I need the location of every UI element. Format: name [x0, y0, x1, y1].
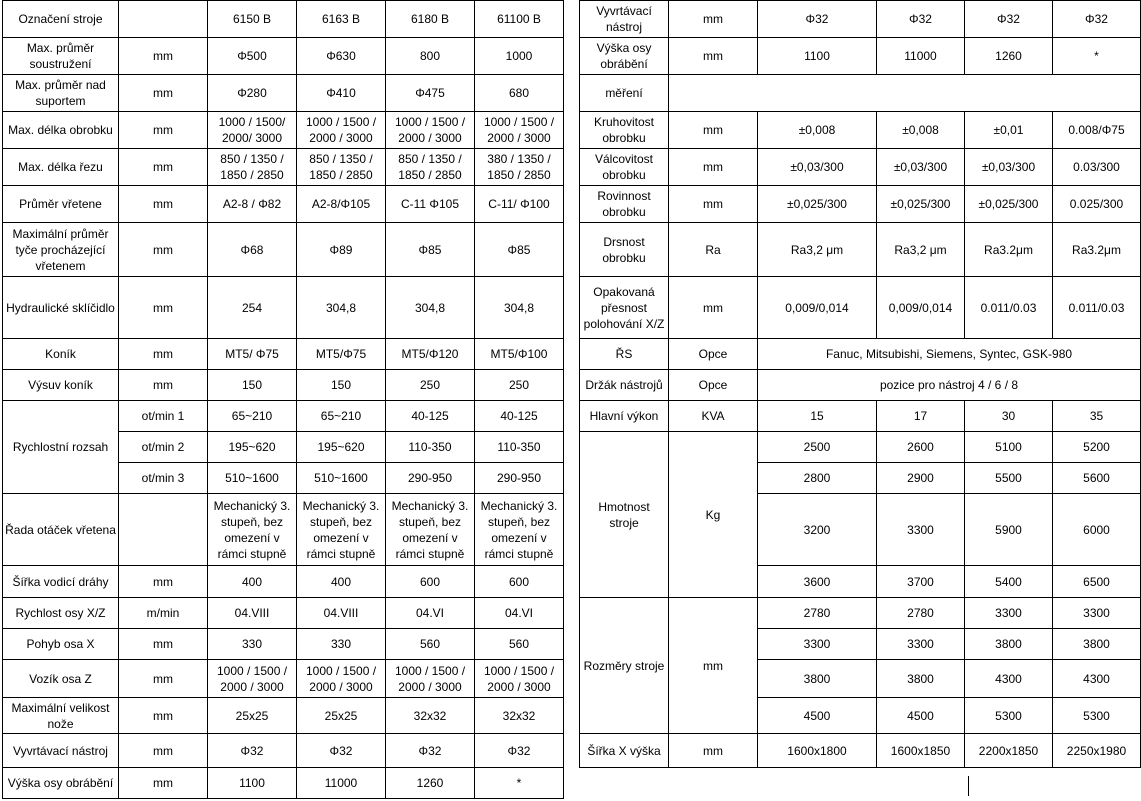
table-row: [3, 698, 564, 734]
value-cell: Φ89: [297, 223, 386, 277]
table-row: [580, 401, 1141, 432]
value-cell: 0,009/0,014: [877, 277, 965, 339]
value-cell: Mechanický 3. stupeň, bez omezení v rámci stupně: [297, 494, 386, 566]
value-cell: 30: [965, 401, 1053, 432]
value-cell: 510~1600: [297, 463, 386, 494]
table-row: [580, 149, 1141, 186]
value-cell: 1000 / 1500 / 2000 / 3000: [475, 112, 564, 149]
value-cell: ±0,01: [965, 112, 1053, 149]
unit-cell: mm: [669, 149, 758, 186]
value-cell: Φ85: [386, 223, 475, 277]
value-cell: 6000: [1053, 494, 1141, 566]
value-cell: 2780: [758, 598, 877, 629]
value-cell: Φ475: [386, 75, 475, 112]
value-cell: 3800: [965, 629, 1053, 660]
row-label: Hydraulické sklíčidlo: [3, 277, 119, 339]
row-label: Max. délka řezu: [3, 149, 119, 186]
value-cell: ±0,025/300: [965, 186, 1053, 223]
table-row: [3, 38, 564, 75]
row-label: Hmotnost stroje: [580, 432, 669, 598]
row-label: Výška osy obrábění: [3, 768, 119, 799]
text-cursor: [968, 776, 969, 796]
value-cell: 1100: [208, 768, 297, 799]
row-label: Vyvrtávací nástroj: [3, 734, 119, 768]
unit-cell: mm: [119, 370, 208, 401]
table-row: [580, 112, 1141, 149]
table-row: [3, 149, 564, 186]
value-cell: 1600x1850: [877, 734, 965, 768]
value-cell: C-11/ Φ100: [475, 186, 564, 223]
value-cell: 110-350: [475, 432, 564, 463]
row-label: ŘS: [580, 339, 669, 370]
table-row: [580, 38, 1141, 75]
value-cell: 35: [1053, 401, 1141, 432]
value-cell: 2780: [877, 598, 965, 629]
value-cell: 850 / 1350 / 1850 / 2850: [208, 149, 297, 186]
value-cell: 1000: [475, 38, 564, 75]
value-cell: Ra3,2 μm: [877, 223, 965, 277]
model-header: 61100 B: [475, 1, 564, 38]
row-label: Výsuv koník: [3, 370, 119, 401]
unit-cell: mm: [119, 75, 208, 112]
table-row: [3, 629, 564, 660]
value-cell: C-11 Φ105: [386, 186, 475, 223]
table-row: [3, 566, 564, 598]
table-row: [580, 339, 1141, 370]
unit-cell: mm: [669, 38, 758, 75]
value-cell: 110-350: [386, 432, 475, 463]
unit-cell: [119, 1, 208, 38]
value-cell: Φ32: [386, 734, 475, 768]
unit-cell: Opce: [669, 370, 758, 401]
value-cell: 5200: [1053, 432, 1141, 463]
row-label: Max. délka obrobku: [3, 112, 119, 149]
value-cell: 3700: [877, 566, 965, 598]
table-row: [580, 598, 1141, 629]
row-label: Rozměry stroje: [580, 598, 669, 734]
value-cell: 290-950: [475, 463, 564, 494]
value-cell: 380 / 1350 / 1850 / 2850: [475, 149, 564, 186]
value-cell: Φ500: [208, 38, 297, 75]
unit-cell: mm: [669, 186, 758, 223]
value-cell: Φ630: [297, 38, 386, 75]
unit-cell: mm: [119, 112, 208, 149]
value-cell: Φ32: [965, 1, 1053, 38]
value-cell: 1000 / 1500 / 2000 / 3000: [475, 660, 564, 698]
value-cell: A2-8/Φ105: [297, 186, 386, 223]
value-cell: 2500: [758, 432, 877, 463]
table-row: [3, 401, 564, 432]
row-label: Držák nástrojů: [580, 370, 669, 401]
value-cell: 04.VIII: [208, 598, 297, 629]
unit-cell: Ra: [669, 223, 758, 277]
table-row: [3, 223, 564, 277]
value-cell: 330: [208, 629, 297, 660]
unit-cell: mm: [119, 698, 208, 734]
value-cell: 2200x1850: [965, 734, 1053, 768]
value-cell: Ra3.2μm: [965, 223, 1053, 277]
unit-cell: [119, 494, 208, 566]
empty-cell: [669, 75, 1141, 112]
spec-table-right: [579, 0, 1141, 768]
row-label: Rychlostní rozsah: [3, 401, 119, 494]
value-cell: 4300: [1053, 660, 1141, 698]
value-cell: Φ68: [208, 223, 297, 277]
row-label: Výška osy obrábění: [580, 38, 669, 75]
unit-cell: mm: [669, 1, 758, 38]
unit-cell: mm: [669, 112, 758, 149]
table-row: [3, 598, 564, 629]
value-cell: ±0,03/300: [965, 149, 1053, 186]
value-cell: 195~620: [297, 432, 386, 463]
value-cell: 400: [297, 566, 386, 598]
row-label: Šířka X výška: [580, 734, 669, 768]
value-cell: 304,8: [297, 277, 386, 339]
value-cell: 330: [297, 629, 386, 660]
value-cell: 4500: [877, 698, 965, 734]
table-row: [3, 734, 564, 768]
row-label: Drsnost obrobku: [580, 223, 669, 277]
value-cell: 800: [386, 38, 475, 75]
table-row: [3, 1, 564, 38]
value-cell: 1000 / 1500 / 2000 / 3000: [386, 112, 475, 149]
value-cell: 254: [208, 277, 297, 339]
table-row: [580, 75, 1141, 112]
value-cell: 40-125: [475, 401, 564, 432]
value-cell: 25x25: [208, 698, 297, 734]
value-cell: A2-8 / Φ82: [208, 186, 297, 223]
row-label: Vyvrtávací nástroj: [580, 1, 669, 38]
row-label: Válcovitost obrobku: [580, 149, 669, 186]
row-label: Opakovaná přesnost polohování X/Z: [580, 277, 669, 339]
row-label: Rovinnost obrobku: [580, 186, 669, 223]
value-cell: 3800: [877, 660, 965, 698]
unit-cell: mm: [119, 768, 208, 799]
value-cell: 1100: [758, 38, 877, 75]
table-row: [3, 660, 564, 698]
value-cell: 3300: [758, 629, 877, 660]
value-cell: *: [1053, 38, 1141, 75]
value-cell: 11000: [297, 768, 386, 799]
model-header: 6163 B: [297, 1, 386, 38]
table-row: [580, 1, 1141, 38]
table-row: [3, 339, 564, 370]
row-label: Průměr vřetene: [3, 186, 119, 223]
unit-cell: mm: [119, 186, 208, 223]
table-row: [580, 186, 1141, 223]
table-row: [3, 277, 564, 339]
value-cell: 0,009/0,014: [758, 277, 877, 339]
value-cell: 04.VI: [475, 598, 564, 629]
value-cell: 3300: [1053, 598, 1141, 629]
value-cell: 3800: [758, 660, 877, 698]
value-cell: MT5/ Φ75: [208, 339, 297, 370]
table-row: [3, 75, 564, 112]
value-cell: 1000 / 1500 / 2000 / 3000: [208, 660, 297, 698]
value-cell: 150: [208, 370, 297, 401]
unit-cell: mm: [119, 149, 208, 186]
value-cell: Φ32: [758, 1, 877, 38]
unit-cell: mm: [119, 277, 208, 339]
value-cell: 850 / 1350 / 1850 / 2850: [297, 149, 386, 186]
value-cell: 600: [386, 566, 475, 598]
row-label: Koník: [3, 339, 119, 370]
value-cell: ±0,025/300: [877, 186, 965, 223]
value-cell: 0.025/300: [1053, 186, 1141, 223]
value-cell: 65~210: [208, 401, 297, 432]
value-cell: 3300: [877, 629, 965, 660]
row-label: Vozík osa Z: [3, 660, 119, 698]
value-cell: 65~210: [297, 401, 386, 432]
value-cell: 0.011/0.03: [1053, 277, 1141, 339]
table-row: [3, 370, 564, 401]
value-cell: Φ410: [297, 75, 386, 112]
value-cell: 1000 / 1500 / 2000 / 3000: [297, 660, 386, 698]
value-cell: 2900: [877, 463, 965, 494]
value-cell: 5600: [1053, 463, 1141, 494]
value-cell: 850 / 1350 / 1850 / 2850: [386, 149, 475, 186]
value-cell: MT5/Φ75: [297, 339, 386, 370]
value-cell: ±0,03/300: [758, 149, 877, 186]
value-cell: Mechanický 3. stupeň, bez omezení v rámci stupně: [208, 494, 297, 566]
value-cell: 04.VI: [386, 598, 475, 629]
unit-cell: ot/min 3: [119, 463, 208, 494]
value-cell: Ra3.2μm: [1053, 223, 1141, 277]
value-cell: 560: [475, 629, 564, 660]
value-cell: 680: [475, 75, 564, 112]
value-cell: 250: [386, 370, 475, 401]
value-cell: 1000 / 1500 / 2000 / 3000: [297, 112, 386, 149]
value-cell: 3300: [965, 598, 1053, 629]
value-cell: 6500: [1053, 566, 1141, 598]
unit-cell: mm: [119, 339, 208, 370]
value-cell: MT5/Φ120: [386, 339, 475, 370]
value-cell: 3300: [877, 494, 965, 566]
value-cell: 290-950: [386, 463, 475, 494]
value-cell: 1260: [386, 768, 475, 799]
value-cell: ±0,025/300: [758, 186, 877, 223]
value-cell: ±0,008: [877, 112, 965, 149]
value-cell: *: [475, 768, 564, 799]
value-cell: 1000 / 1500/ 2000/ 3000: [208, 112, 297, 149]
row-label: Řada otáček vřetena: [3, 494, 119, 566]
unit-cell: mm: [119, 38, 208, 75]
value-cell: 560: [386, 629, 475, 660]
value-cell: Mechanický 3. stupeň, bez omezení v rámci stupně: [475, 494, 564, 566]
tool-holder-value: pozice pro nástroj 4 / 6 / 8: [758, 370, 1141, 401]
value-cell: Φ280: [208, 75, 297, 112]
unit-cell: Opce: [669, 339, 758, 370]
value-cell: 3600: [758, 566, 877, 598]
table-row: [3, 186, 564, 223]
row-label: Maximální průměr tyče procházející vřetenem: [3, 223, 119, 277]
value-cell: Ra3,2 μm: [758, 223, 877, 277]
unit-cell: mm: [669, 598, 758, 734]
value-cell: 3200: [758, 494, 877, 566]
value-cell: 304,8: [386, 277, 475, 339]
unit-cell: KVA: [669, 401, 758, 432]
value-cell: 304,8: [475, 277, 564, 339]
row-label: Pohyb osa X: [3, 629, 119, 660]
value-cell: Φ85: [475, 223, 564, 277]
row-label: Hlavní výkon: [580, 401, 669, 432]
value-cell: 400: [208, 566, 297, 598]
value-cell: Φ32: [208, 734, 297, 768]
value-cell: 1000 / 1500 / 2000 / 3000: [386, 660, 475, 698]
value-cell: 510~1600: [208, 463, 297, 494]
value-cell: 32x32: [386, 698, 475, 734]
value-cell: 2250x1980: [1053, 734, 1141, 768]
unit-cell: ot/min 1: [119, 401, 208, 432]
unit-cell: mm: [119, 660, 208, 698]
value-cell: 15: [758, 401, 877, 432]
value-cell: ±0,008: [758, 112, 877, 149]
table-row: [580, 734, 1141, 768]
row-label: měření: [580, 75, 669, 112]
value-cell: 0.03/300: [1053, 149, 1141, 186]
unit-cell: mm: [119, 223, 208, 277]
model-header: 6180 B: [386, 1, 475, 38]
spec-table-left: [2, 0, 564, 799]
value-cell: MT5/Φ100: [475, 339, 564, 370]
value-cell: 3800: [1053, 629, 1141, 660]
table-row: [580, 223, 1141, 277]
value-cell: 2800: [758, 463, 877, 494]
value-cell: 600: [475, 566, 564, 598]
row-label: Max. průměr nad suportem: [3, 75, 119, 112]
value-cell: 150: [297, 370, 386, 401]
table-row: [3, 112, 564, 149]
value-cell: Φ32: [1053, 1, 1141, 38]
unit-cell: mm: [119, 566, 208, 598]
value-cell: 32x32: [475, 698, 564, 734]
value-cell: 25x25: [297, 698, 386, 734]
value-cell: 0.008/Φ75: [1053, 112, 1141, 149]
value-cell: Φ32: [297, 734, 386, 768]
value-cell: 5500: [965, 463, 1053, 494]
value-cell: 0.011/0.03: [965, 277, 1053, 339]
value-cell: 250: [475, 370, 564, 401]
unit-cell: ot/min 2: [119, 432, 208, 463]
table-row: [3, 768, 564, 799]
value-cell: 4500: [758, 698, 877, 734]
table-row: [580, 432, 1141, 463]
row-label: Max. průměr soustružení: [3, 38, 119, 75]
value-cell: 17: [877, 401, 965, 432]
value-cell: 11000: [877, 38, 965, 75]
value-cell: Φ32: [877, 1, 965, 38]
value-cell: ±0,03/300: [877, 149, 965, 186]
unit-cell: mm: [669, 734, 758, 768]
table-row: [580, 370, 1141, 401]
value-cell: 5100: [965, 432, 1053, 463]
unit-cell: Kg: [669, 432, 758, 598]
value-cell: 5300: [965, 698, 1053, 734]
row-label: Šířka vodicí dráhy: [3, 566, 119, 598]
row-label: Maximální velikost nože: [3, 698, 119, 734]
value-cell: 1600x1800: [758, 734, 877, 768]
table-row: [3, 494, 564, 566]
value-cell: 04.VIII: [297, 598, 386, 629]
value-cell: 2600: [877, 432, 965, 463]
value-cell: Mechanický 3. stupeň, bez omezení v rámci stupně: [386, 494, 475, 566]
value-cell: 4300: [965, 660, 1053, 698]
row-label: Rychlost osy X/Z: [3, 598, 119, 629]
unit-cell: mm: [119, 734, 208, 768]
value-cell: Φ32: [475, 734, 564, 768]
value-cell: 5300: [1053, 698, 1141, 734]
value-cell: 5900: [965, 494, 1053, 566]
value-cell: 40-125: [386, 401, 475, 432]
value-cell: 1260: [965, 38, 1053, 75]
model-header: 6150 B: [208, 1, 297, 38]
value-cell: 195~620: [208, 432, 297, 463]
unit-cell: m/min: [119, 598, 208, 629]
row-label: Kruhovitost obrobku: [580, 112, 669, 149]
value-cell: 5400: [965, 566, 1053, 598]
row-label: Označení stroje: [3, 1, 119, 38]
unit-cell: mm: [119, 629, 208, 660]
control-system-value: Fanuc, Mitsubishi, Siemens, Syntec, GSK-980: [758, 339, 1141, 370]
table-row: [580, 277, 1141, 339]
unit-cell: mm: [669, 277, 758, 339]
